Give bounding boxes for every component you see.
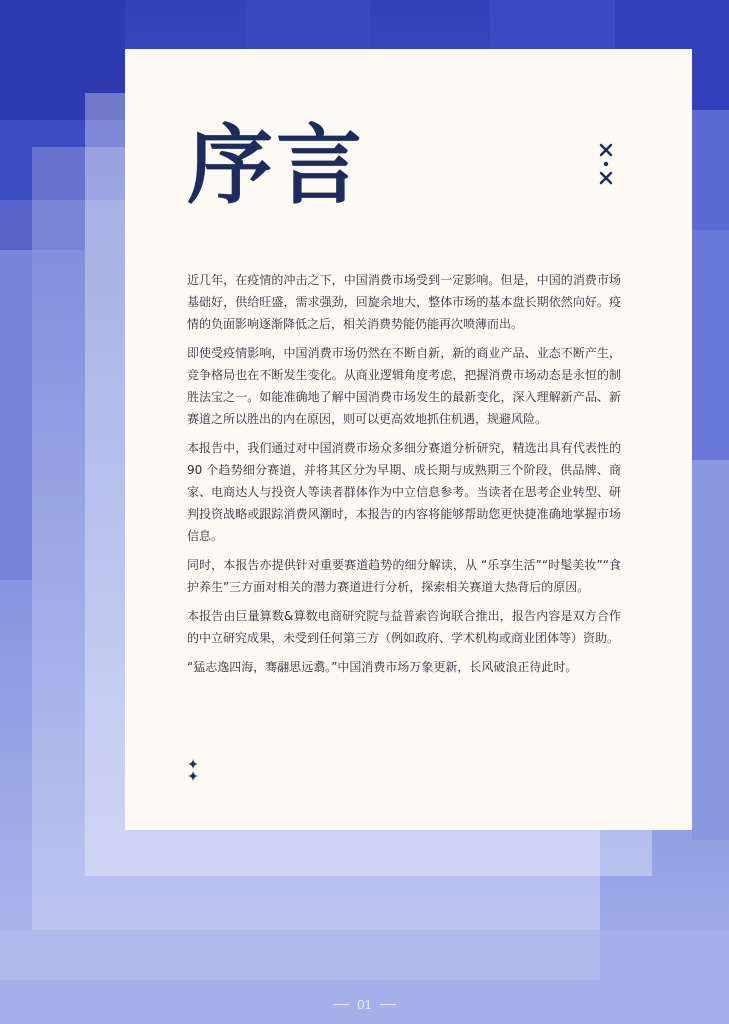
bg-tile — [692, 460, 729, 840]
paragraph: 本报告由巨量算数&算数电商研究院与益普索咨询联合推出，报告内容是双方合作的中立研究成果，未受到任何第三方（例如政府、学术机构或商业团体等）资助。 — [187, 609, 621, 645]
paragraph: 近几年，在疫情的冲击之下，中国消费市场受到一定影响。但是，中国的消费市场基础好，供给旺盛，需求强劲，回旋余地大，整体市场的基本盘长期依然向好。疫情的负面影响逐渐降低之后，相关消费势能仍能再次喷薄而出。 — [187, 273, 621, 331]
bg-tile — [245, 0, 370, 49]
bg-tile — [692, 230, 729, 460]
sparkle-pair-icon — [186, 759, 200, 781]
footer-dash-left — [333, 1004, 349, 1005]
paragraph: 本报告中，我们通过对中国消费市场众多细分赛道分析研究，精选出具有代表性的 90 个趋势细分赛道，并将其区分为早期、成长期与成熟期三个阶段，供品牌、商家、电商达人与投资人等读者群体作为中立信息参考。当读者在思考企业转型、研判投资战略或跟踪消费风潮时，本报告的内容将能够帮助您更快捷准确地掌握市场信息。 — [187, 441, 621, 543]
paragraph: 同时，本报告亦提供针对重要赛道趋势的细分解读，从 “乐享生活”“时髦美妆”“食护养生”三方面对相关的潜力赛道进行分析，探索相关赛道大热背后的原因。 — [187, 558, 621, 594]
paragraph: “猛志逸四海，骞翮思远翥。”中国消费市场万象更新，长风破浪正待此时。 — [187, 660, 578, 674]
page-number: 01 — [357, 996, 372, 1012]
preface-card — [125, 49, 692, 830]
cross-dot-cross-icon — [599, 143, 613, 185]
footer-dash-right — [380, 1004, 396, 1005]
bg-tile — [692, 110, 729, 230]
bg-tile — [490, 0, 615, 49]
page-title: 序言 — [187, 116, 365, 216]
preface-body — [187, 269, 621, 685]
page-footer — [0, 994, 729, 1014]
paragraph: 即使受疫情影响，中国消费市场仍然在不断自新，新的商业产品、业态不断产生，竞争格局也在不断发生变化。从商业逻辑角度考虑，把握消费市场动态是永恒的制胜法宝之一。如能准确地了解中国消费市场发生的最新变化，深入理解新产品、新赛道之所以胜出的内在原因，则可以更高效地抓住机遇，规避风险。 — [187, 346, 621, 426]
